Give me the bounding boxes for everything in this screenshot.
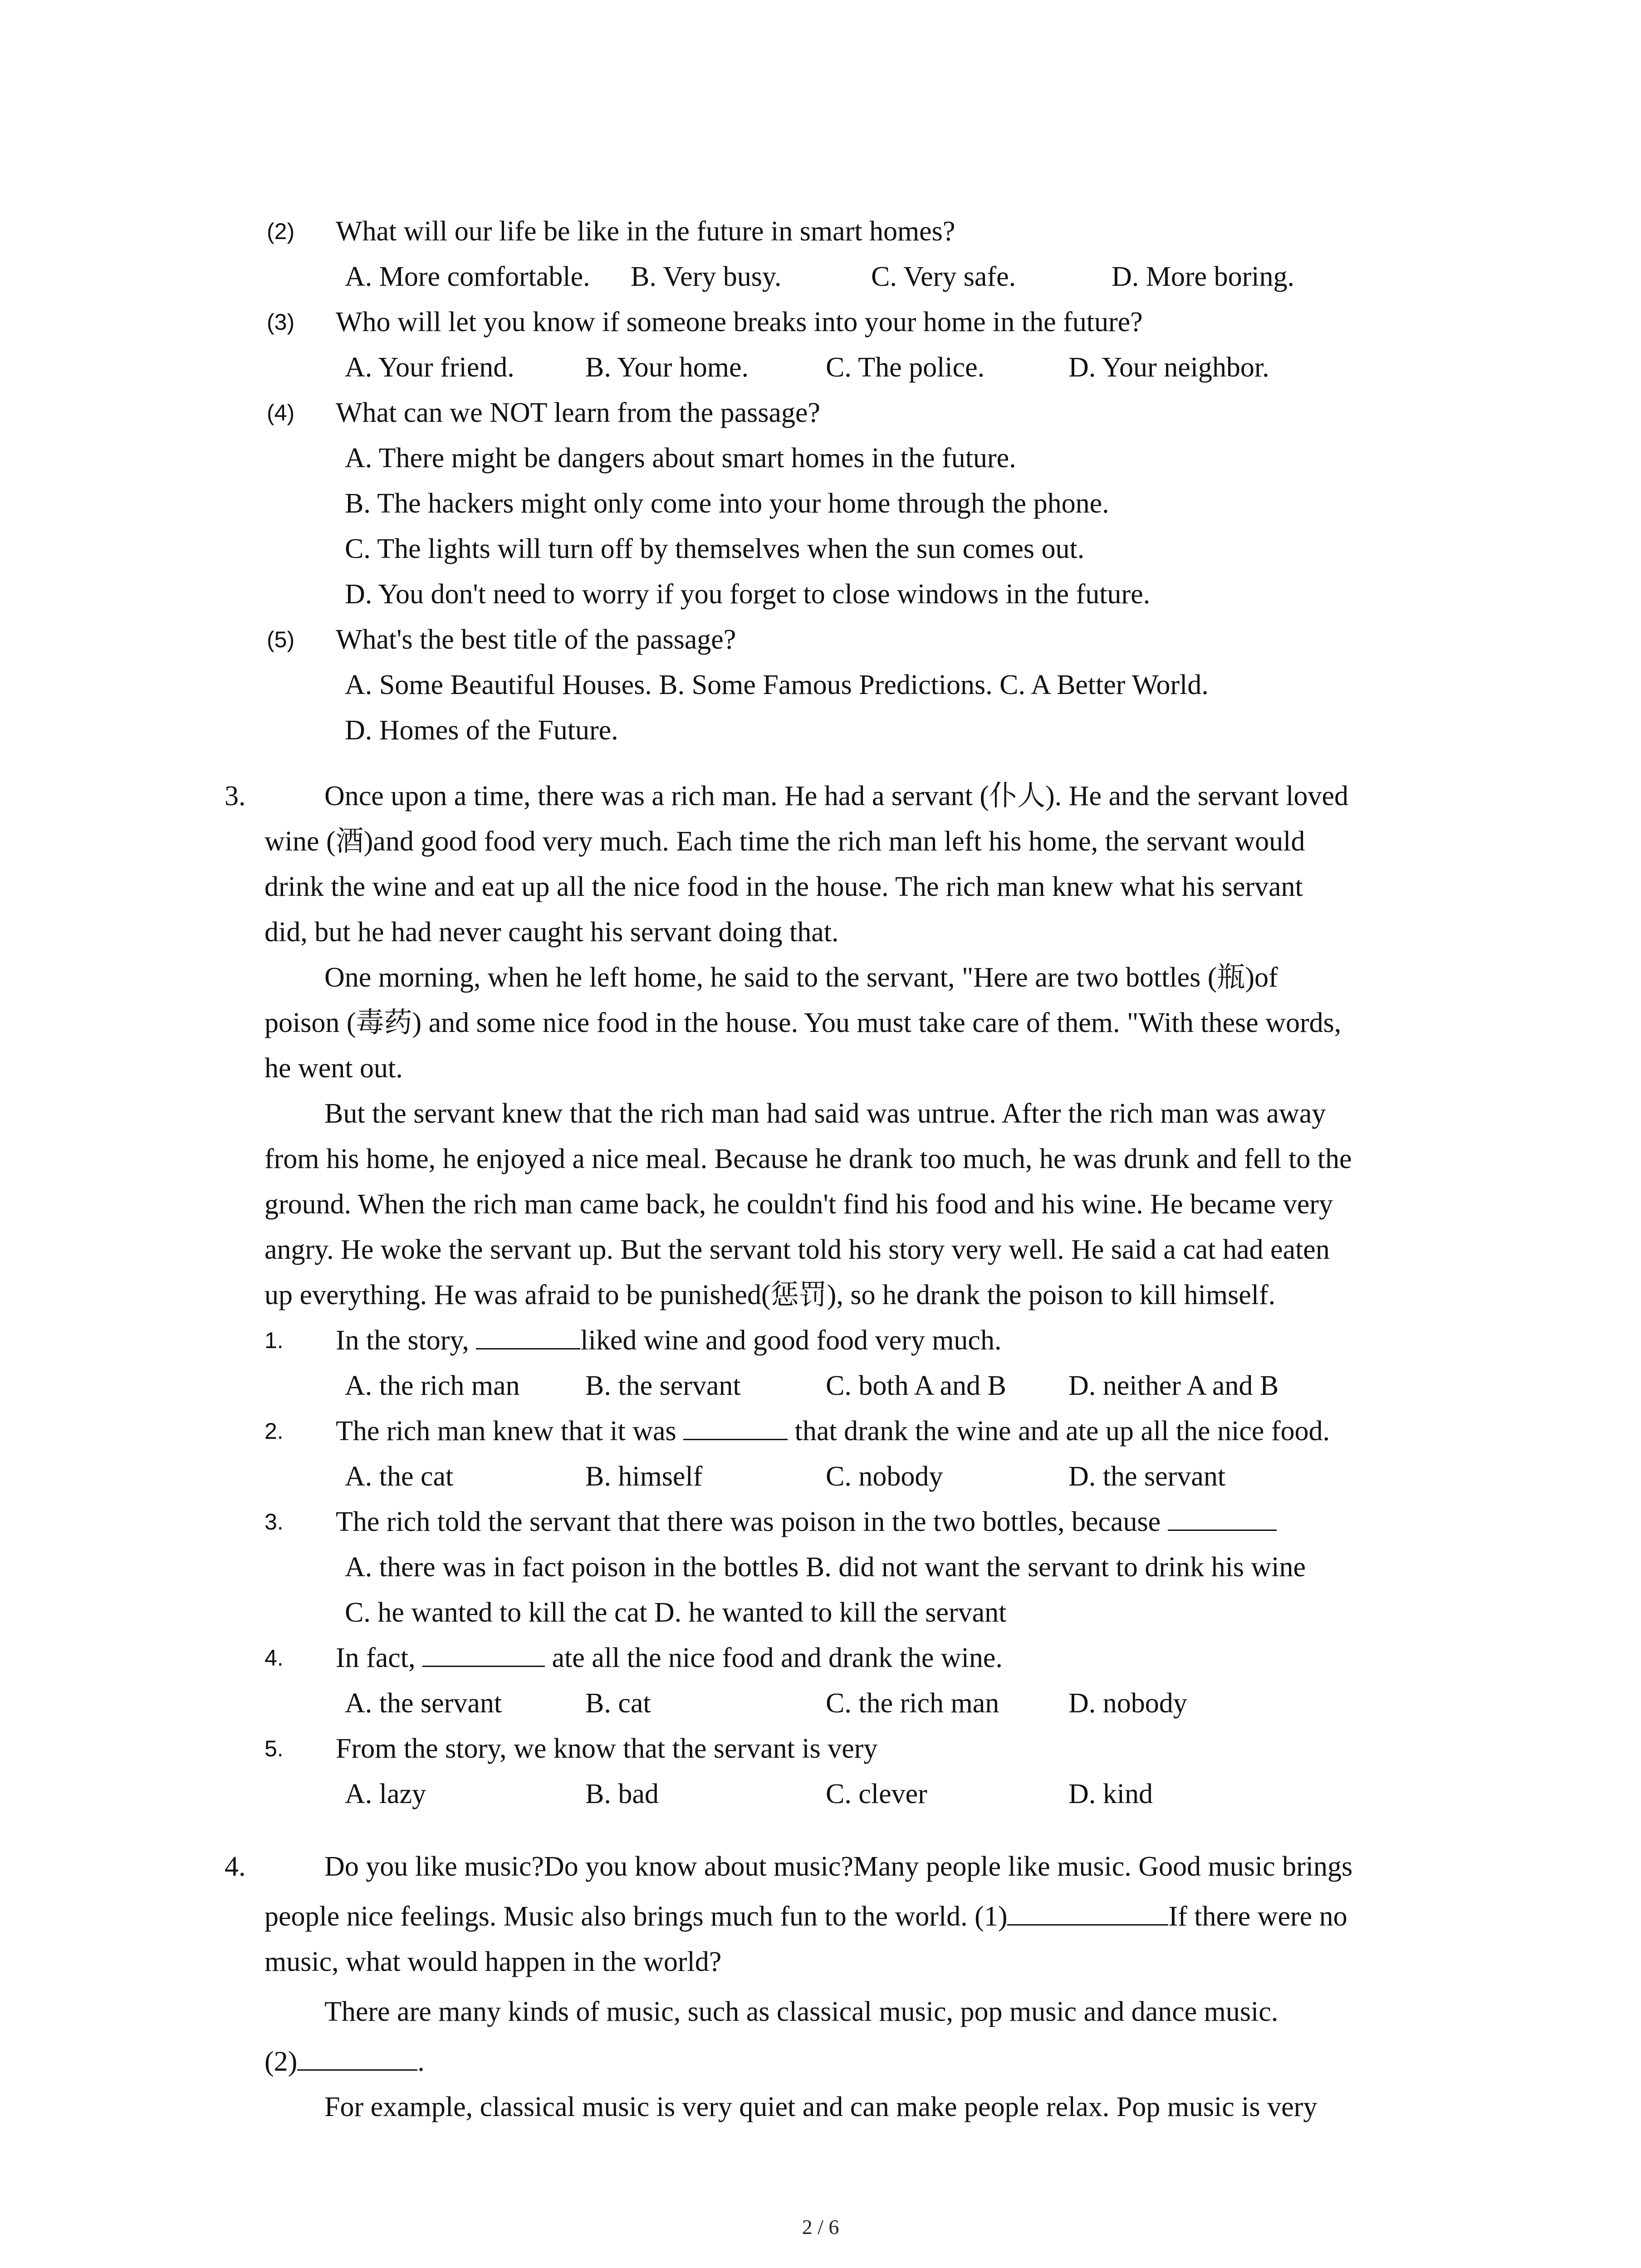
passage-line: But the servant knew that the rich man had said was untrue. After the rich man was away [324,1098,1326,1129]
question-stem: In the story, liked wine and good food very much. [336,1322,1001,1359]
option-b: B. himself [585,1461,703,1492]
option-a: A. Your friend. [345,352,514,383]
question-number: 3. [265,1509,284,1535]
option-d: D. neither A and B [1068,1370,1279,1401]
question-number: 2. [265,1418,284,1444]
options-ab: A. there was in fact poison in the bottles B. did not want the servant to drink his wine [345,1552,1306,1583]
option-c: C. Very safe. [871,261,1016,292]
passage-line: he went out. [265,1053,403,1084]
question-number: (5) [267,627,295,652]
option-b: B. the servant [585,1370,741,1401]
option-c: C. The police. [826,352,985,383]
options-abc: A. Some Beautiful Houses. B. Some Famous Predictions. C. A Better World. [345,670,1209,700]
answer-blank [476,1323,580,1349]
option-a: A. There might be dangers about smart homes in the future. [345,443,1016,474]
option-b: B. Your home. [585,352,749,383]
question-number: 1. [265,1328,284,1353]
passage-line: For example, classical music is very quiet and can make people relax. Pop music is very [324,2092,1318,2122]
options-cd: C. he wanted to kill the cat D. he wanted to kill the servant [345,1597,1007,1628]
section-number: 3. [225,781,246,811]
passage-line: people nice feelings. Music also brings much fun to the world. (1) If there were no [265,1898,1347,1935]
passage-line: Do you like music?Do you know about music?Many people like music. Good music brings [324,1851,1353,1882]
passage-line: music, what would happen in the world? [265,1946,722,1977]
option-c: C. clever [826,1779,927,1809]
passage-line: up everything. He was afraid to be punished(惩罚), so he drank the poison to kill himself. [265,1280,1276,1310]
question-stem: What can we NOT learn from the passage? [336,397,820,428]
option-d: D. You don't need to worry if you forget to close windows in the future. [345,579,1151,610]
option-b: B. The hackers might only come into your home through the phone. [345,488,1109,519]
option-a: A. lazy [345,1779,426,1809]
passage-line: angry. He woke the servant up. But the servant told his story very well. He said a cat had eaten [265,1234,1330,1265]
answer-blank [422,1640,545,1667]
option-d: D. More boring. [1112,261,1294,292]
question-number: (2) [267,219,295,244]
question-number: (3) [267,309,295,335]
question-number: 5. [265,1736,284,1761]
passage-line: (2) . [265,2043,425,2080]
option-d: D. the servant [1068,1461,1226,1492]
answer-blank [683,1413,788,1440]
passage-line: ground. When the rich man came back, he couldn't find his food and his wine. He became very [265,1189,1333,1220]
option-d: D. nobody [1068,1688,1187,1719]
option-b: B. bad [585,1779,659,1809]
passage-line: There are many kinds of music, such as classical music, pop music and dance music. [324,1996,1279,2027]
option-c: C. both A and B [826,1370,1006,1401]
answer-blank [1168,1504,1277,1531]
passage-line: poison (毒药) and some nice food in the house. You must take care of them. "With these words, [265,1007,1342,1038]
section-number: 4. [225,1851,246,1882]
question-number: (4) [267,400,295,425]
answer-blank-2 [297,2044,417,2071]
question-stem: What will our life be like in the future in smart homes? [336,216,955,247]
question-stem: In fact, ate all the nice food and drank the wine. [336,1640,1003,1676]
option-c: C. The lights will turn off by themselves when the sun comes out. [345,533,1085,564]
option-d: D. Your neighbor. [1068,352,1269,383]
option-b: B. Very busy. [631,261,782,292]
option-b: B. cat [585,1688,651,1719]
question-stem: The rich told the servant that there was poison in the two bottles, because [336,1504,1277,1540]
question-stem: Who will let you know if someone breaks into your home in the future? [336,307,1143,337]
answer-blank-1 [1007,1899,1168,1926]
option-d: D. kind [1068,1779,1153,1809]
passage-line: One morning, when he left home, he said to the servant, "Here are two bottles (瓶)of [324,962,1278,993]
option-d: D. Homes of the Future. [345,715,618,746]
question-stem: What's the best title of the passage? [336,624,736,655]
option-a: A. the servant [345,1688,502,1719]
option-c: C. nobody [826,1461,943,1492]
passage-line: drink the wine and eat up all the nice food in the house. The rich man knew what his servant [265,871,1303,902]
page-number: 2 / 6 [802,2215,839,2239]
option-a: A. the rich man [345,1370,520,1401]
passage-line: wine (酒)and good food very much. Each time the rich man left his home, the servant would [265,826,1305,857]
passage-line: Once upon a time, there was a rich man. He had a servant (仆人). He and the servant loved [324,781,1349,811]
question-stem: The rich man knew that it was that drank the wine and ate up all the nice food. [336,1413,1330,1449]
option-a: A. the cat [345,1461,454,1492]
question-number: 4. [265,1645,284,1671]
passage-line: did, but he had never caught his servant doing that. [265,917,839,948]
passage-line: from his home, he enjoyed a nice meal. Because he drank too much, he was drunk and fell to the [265,1144,1352,1174]
option-a: A. More comfortable. [345,261,590,292]
option-c: C. the rich man [826,1688,999,1719]
question-stem: From the story, we know that the servant is very [336,1733,878,1764]
